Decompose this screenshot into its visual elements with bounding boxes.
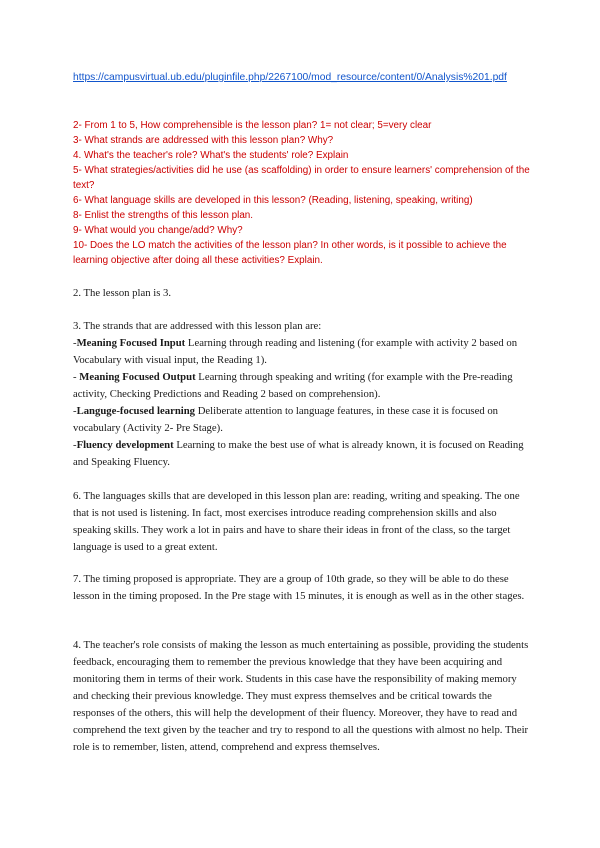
strand-item	[73, 369, 533, 403]
strand-term: Meaning Focused Input	[76, 337, 186, 349]
strand-prefix: -	[73, 439, 77, 451]
question-item: 10- Does the LO match the activities of the lesson plan? In other words, is it possible to achieve the learning objective after doing all these activities? Explain.	[73, 240, 507, 266]
question-item: 5- What strategies/activities did he use (as scaffolding) in order to ensure learners' comprehension of the text?	[73, 165, 530, 191]
answer-7-text: 7. The timing proposed is appropriate. They are a group of 10th grade, so they will be able to do these lesson in the timing proposed. In the Pre stage with 15 minutes, it is enough as well as in the other stages.	[73, 573, 525, 602]
question-list	[73, 118, 533, 268]
strand-term: Fluency development	[76, 439, 174, 451]
strand-term: Meaning Focused Output	[79, 371, 196, 383]
answer-3	[73, 318, 533, 471]
strand-prefix: -	[73, 405, 77, 417]
resource-link[interactable]: https://campusvirtual.ub.edu/pluginfile.php/2267100/mod_resource/content/0/Analysis%201.pdf	[73, 72, 507, 83]
answer-3-intro: 3. The strands that are addressed with this lesson plan are:	[73, 320, 322, 332]
strand-description: Learning to make the best use of what is already known, it is focused on Reading and Speaking Fluency.	[73, 439, 524, 468]
strand-description: Learning through reading and listening (for example with activity 2 based on Vocabulary with visual input, the Reading 1).	[73, 337, 518, 366]
strand-prefix: -	[73, 337, 77, 349]
answer-7	[73, 571, 533, 605]
answer-6-text: 6. The languages skills that are developed in this lesson plan are: reading, writing and speaking. The one that is not used is listening. In fact, most exercises introduce reading comprehension skills and also speaking skills. They work a lot in pairs and have to share their ideas in front of the class, so the target language is used to a great extent.	[73, 490, 520, 553]
answer-2	[73, 285, 533, 302]
strand-term: Languge-focused learning	[76, 405, 196, 417]
strand-description: Deliberate attention to language features, in these case it is focused on vocabulary (Activity 2- Pre Stage).	[73, 405, 499, 434]
strand-description: Learning through speaking and writing (for example with the Pre-reading activity, Checking Predictions and Reading 2 based on comprehension).	[73, 371, 513, 400]
question-item: 9- What would you change/add? Why?	[73, 225, 243, 236]
strand-item	[73, 437, 533, 471]
answer-4	[73, 637, 533, 756]
answer-4-text: 4. The teacher's role consists of making the lesson as much entertaining as possible, providing the students feedback, encouraging them to remember the previous knowledge that they have been acquiring and monitoring them in terms of their work. Students in this case have the responsibility of making memory and checking their previous knowledge. They must express themselves and be critical towards the responses of the others, this will help the development of their fluency. Moreover, they have to read and comprehend the text given by the teacher and try to respond to all the questions with almost no help. Their role is to remember, listen, attend, comprehend and express themselves.	[73, 639, 529, 753]
question-item: 4. What's the teacher's role? What's the students' role? Explain	[73, 150, 349, 161]
strand-prefix: -	[73, 371, 80, 383]
question-item: 3- What strands are addressed with this lesson plan? Why?	[73, 135, 334, 146]
question-item: 6- What language skills are developed in this lesson? (Reading, listening, speaking, writing)	[73, 195, 473, 206]
strand-item	[73, 403, 533, 437]
question-item: 8- Enlist the strengths of this lesson plan.	[73, 210, 254, 221]
strand-item	[73, 335, 533, 369]
answer-2-text: 2. The lesson plan is 3.	[73, 287, 172, 299]
question-item: 2- From 1 to 5, How comprehensible is the lesson plan? 1= not clear; 5=very clear	[73, 120, 432, 131]
answer-6	[73, 488, 533, 556]
